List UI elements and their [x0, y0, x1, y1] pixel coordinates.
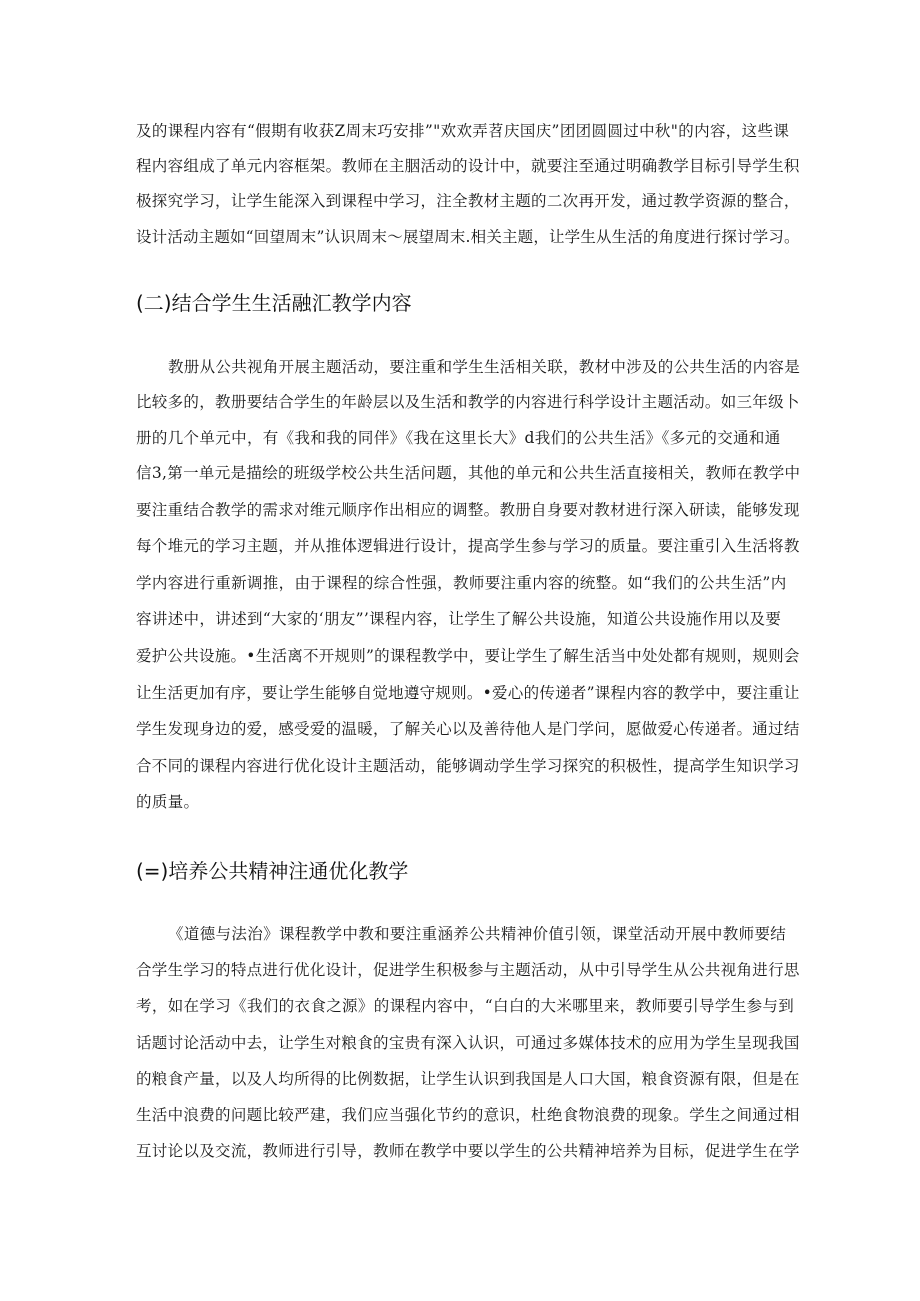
text-line: 生活中浪费的问题比较严建，我们应当强化节约的意识，杜绝食物浪费的现象。学生之间通过相: [136, 1106, 800, 1124]
text-line: 程内容组成了单元内容框架。教师在主胭活动的设计中，就要注至通过明确教学目标引导学生积: [136, 157, 800, 175]
text-line: 学内容进行重新调推，由于课程的综合性强，教师要注重内容的统整。如“我们的公共生活”内: [136, 574, 787, 592]
text-line: 学生发现身边的爱，感受爱的温暖，了解关心以及善待他人是门学问，愿做爱心传递者。通过结: [136, 720, 800, 738]
text-line: 爱护公共设施。•生活离不开规则”的课程教学中，要让学生了解生活当中处处都有规则，规则会: [136, 647, 800, 665]
section-heading-3: (=)培养公共精神注通优化教学: [136, 859, 409, 883]
text-line: 合学生学习的特点进行优化设计，促进学生积极参与主题活动，从中引导学生从公共视角进行思: [136, 961, 800, 979]
text-line: 合不同的课程内容进行优化设计主题活动，能够调动学生学习探究的积极性，提高学生知识学习: [136, 757, 800, 775]
text-line: 设计活动主题如“回望周末”认识周末～展望周末.相关主题，让学生从生活的角度进行探讨学习。: [136, 228, 800, 246]
text-line: 要注重结合教学的需求对维元顺序作出相应的调整。教册自身要对教材进行深入研读，能够发现: [136, 501, 800, 519]
text-line: 每个堆元的学习主题，并从推体逻辑进行设计，提高学生参与学习的质量。要注重引入生活将教: [136, 537, 800, 555]
section-heading-2: (二)结合学生生活融汇教学内容: [136, 291, 412, 315]
text-line: 容讲述中，讲述到“大家的‘朋友”’课程内容，让学生了解公共设施，知道公共设施作用以及要: [136, 610, 782, 628]
text-line: 极探究学习，让学生能深入到课程中学习，注全教材主题的二次再开发，通过教学资源的整合，: [136, 192, 800, 210]
text-line: 及的课程内容有“假期有收获Z周末巧安排”"欢欢弄苕庆国庆”团团圆圆过中秋"的内容，这些课: [136, 122, 790, 140]
text-line: 册的几个单元中，有《我和我的同伴》《我在这里长大》d我们的公共生活》《多元的交通和通: [136, 429, 781, 447]
text-line: 话题讨论活动中去，让学生对粮食的宝贵有深入认识，可通过多媒体技术的应用为学生呈现我国: [136, 1034, 800, 1052]
text-line: 教册从公共视角开展主题活动，要注重和学生生活相关联，教材中涉及的公共生活的内容是: [168, 358, 801, 376]
text-line: 比较多的，教册要结合学生的年龄层以及生活和教学的内容进行科学设计主题活动。如三年级卜: [136, 393, 800, 411]
text-line: 互讨论以及交流，教师进行引导，教师在教学中要以学生的公共精神培养为目标，促进学生在学: [136, 1142, 800, 1160]
text-line: 信3,第一单元是描绘的班级学校公共生活问题，其他的单元和公共生活直接相关，教师在教学中: [136, 464, 801, 482]
text-line: 让生活更加有序，要让学生能够自觉地遵守规则。•爱心的传递者”课程内容的教学中，要注重让: [136, 684, 800, 702]
text-line: 《道德与法治》课程教学中教和要注重涵养公共精神价值引领，课堂活动开展中教师要结: [168, 925, 787, 943]
text-line: 考，如在学习《我们的衣食之源》的课程内容中，“白白的大米哪里来，教师要引导学生参与到: [136, 997, 795, 1015]
text-line: 的质量。: [136, 793, 200, 811]
text-line: 的粮食产量，以及人均所得的比例数据，让学生认识到我国是人口大国，粮食资源有限，但是在: [136, 1070, 800, 1088]
